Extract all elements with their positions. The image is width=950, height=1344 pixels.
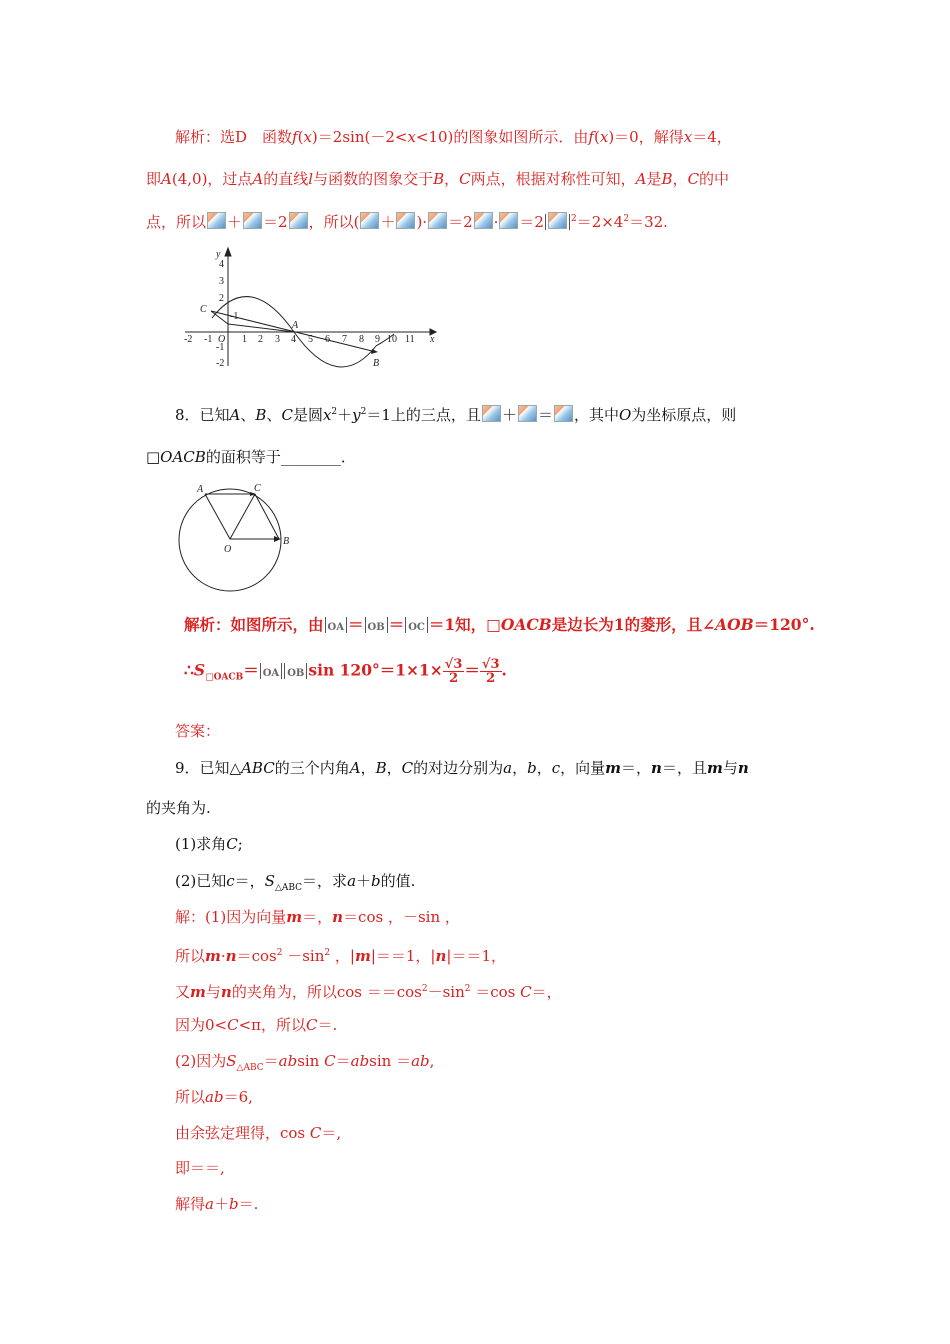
point-c-label: C: [254, 483, 261, 494]
y-tick: 3: [219, 276, 224, 287]
q9-solution-line-7: 由余弦定理得，cos C＝,: [175, 1124, 342, 1142]
q9-solution-line-3: 又m与n的夹角为，所以$\cos ==\cos^2-\sin^2 =\cos$ C＝，: [175, 983, 562, 1001]
q9-solution-line-9: 解得a＋b＝.: [175, 1195, 259, 1213]
x-tick: 8: [359, 334, 364, 345]
vector-image-icon: [474, 212, 493, 229]
q8-solution-line-2: $\therefore S_{□OACB}=$ OA OB sin 120°＝1×1× $\frac{√3}{2}$ ＝ $\frac{√3}{2}$ .: [184, 657, 507, 686]
fraction-sqrt3-over-2: $\frac{√3}{2}$: [481, 657, 500, 686]
x-tick: 4: [291, 334, 296, 345]
vector-image-icon: [499, 212, 518, 229]
vector-image-icon: [554, 405, 573, 422]
x-tick: 5: [308, 334, 313, 345]
q7-solution-line-2: 即A(4,0)，过点A的直线l与函数的图象交于B，C两点，根据对称性可知，A是B，C的中: [146, 170, 730, 188]
vector-image-icon: [428, 212, 447, 229]
point-a-label: A: [197, 484, 204, 495]
q9-solution-line-2: 所以$m\cdot n=\cos^2 -\sin^2$ ，|m|＝＝1，|n|＝＝1，: [175, 947, 506, 965]
x-tick: -1: [204, 334, 213, 345]
point-b-label: B: [373, 358, 380, 369]
x-tick: 7: [342, 334, 347, 345]
y-tick: -2: [216, 358, 225, 369]
q9-solution-line-6: 所以ab＝6,: [175, 1088, 253, 1106]
arrow-b: [371, 349, 378, 354]
x-tick: 2: [258, 334, 263, 345]
label-neg1: -1: [230, 311, 239, 322]
point-b-label: B: [283, 536, 290, 547]
vector-image-icon: [207, 212, 226, 229]
q9-part1: (1)求角C;: [175, 835, 243, 853]
vector-image-icon: [289, 212, 308, 229]
q8-question-line-1: 8．已知A、B、C是圆$x^2+y^2=1$上的三点，且 ＋ ＝ ，其中O为坐标原点，则: [175, 406, 737, 424]
vector-image-icon: [548, 212, 567, 229]
fraction-sqrt3-over-2: $\frac{√3}{2}$: [444, 657, 463, 686]
q8-answer-label: 答案：: [175, 722, 221, 740]
vector-image-icon: [518, 405, 537, 422]
q9-question-line-2: 的夹角为.: [146, 799, 211, 817]
segment-oc: [230, 494, 255, 539]
y-axis-label: y: [216, 249, 221, 260]
vector-image-icon: [396, 212, 415, 229]
q9-question-line-1: 9．已知△ABC的三个内角A，B，C的对边分别为a，b，c，向量m＝，n＝，且m与n: [175, 759, 749, 777]
point-o-label: O: [224, 544, 232, 555]
y-tick: 4: [219, 259, 224, 270]
x-axis-label: x: [430, 334, 435, 345]
circle-rhombus-figure: [172, 478, 302, 596]
q9-solution-line-4: 因为0<C<π，所以C＝.: [175, 1016, 338, 1034]
vector-image-icon: [360, 212, 379, 229]
q9-part2: (2)已知c＝，$S_{\triangle ABC}=$，求a＋b的值.: [175, 872, 416, 893]
x-tick: 6: [325, 334, 330, 345]
y-tick: 2: [219, 293, 224, 304]
x-tick: 3: [275, 334, 280, 345]
x-tick: 11: [405, 334, 415, 345]
segment-oa: [205, 494, 230, 539]
q7-solution-line-3: 点，所以 ＋ ＝2 ，所以( ＋ )· ＝2 · ＝2 $^2=2\times 4^2=32$.: [146, 213, 668, 231]
line-o-to-a: [228, 324, 294, 332]
point-c-label: C: [200, 304, 207, 315]
q8-question-line-2: □OACB的面积等于________．: [146, 448, 356, 466]
vector-image-icon: [243, 212, 262, 229]
q9-solution-line-8: 即＝＝,: [175, 1159, 225, 1177]
q9-solution-line-5: (2)因为$S_{\triangle ABC}=absin$ C＝absin ＝ab,: [175, 1052, 435, 1073]
point-a-label: A: [292, 320, 299, 331]
x-tick: 1: [242, 334, 247, 345]
vector-image-icon: [482, 405, 501, 422]
y-tick: -1: [216, 342, 225, 353]
q8-solution-line-1: 解析：如图所示，由 OA ＝ OB ＝ OC ＝1知，□OACB是边长为1的菱形，且∠AOB＝120°.: [184, 615, 815, 634]
y-axis-arrow: [225, 248, 231, 256]
x-tick: 9: [375, 334, 380, 345]
sine-graph-figure: [180, 244, 440, 372]
x-tick: 10: [387, 334, 397, 345]
unit-circle: [179, 489, 281, 591]
x-tick-origin: O: [218, 334, 226, 345]
q9-solution-line-1: 解：(1)因为向量m＝，n＝cos ，－sin ，: [175, 908, 460, 926]
q7-solution-line-1: 解析：选D 函数f(x)＝2sin(－2<x<10)的图象如图所示．由f(x)＝0，解得x＝4，: [175, 128, 732, 146]
x-tick: -2: [184, 334, 193, 345]
